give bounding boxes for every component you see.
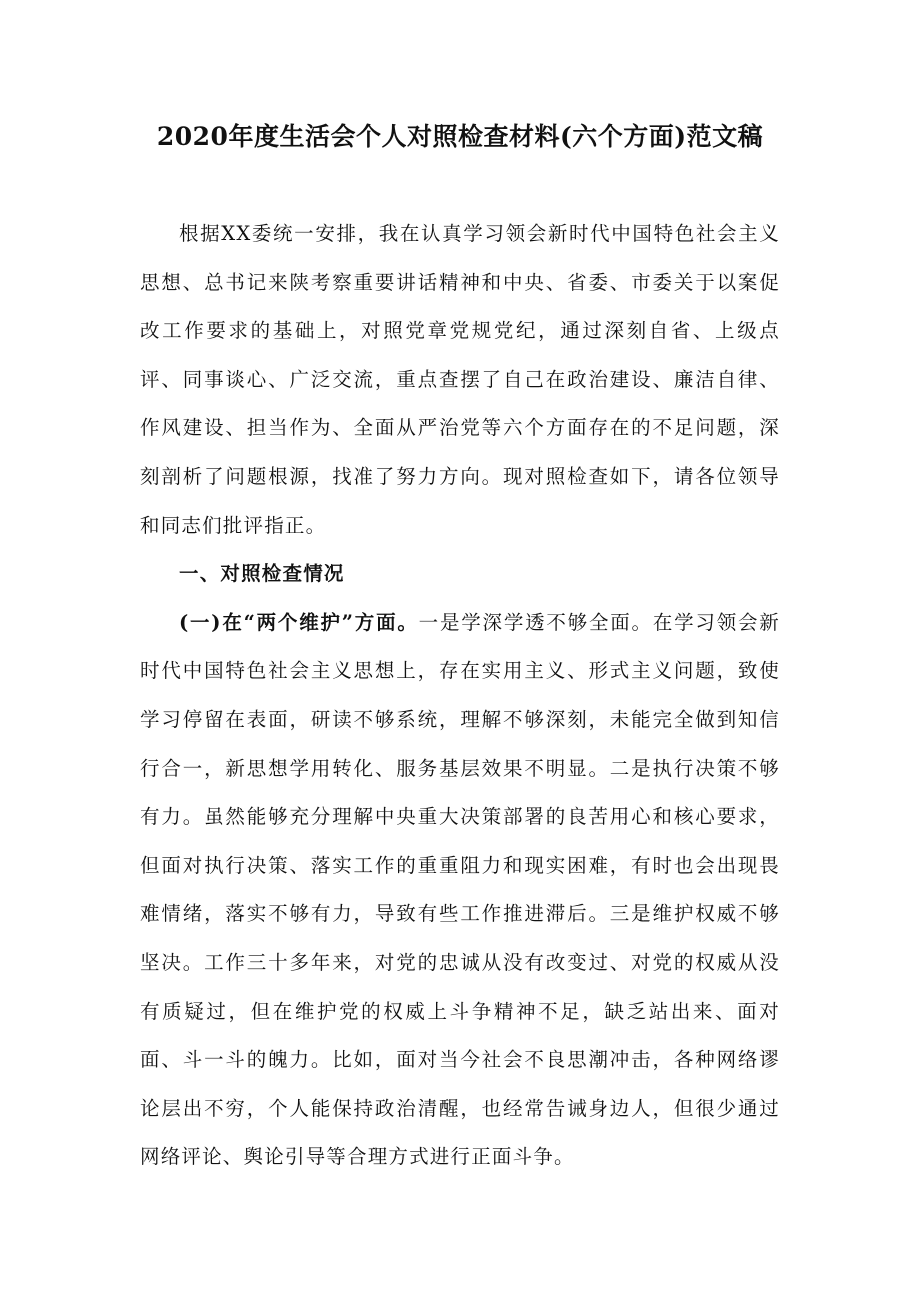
section-heading: 一、对照检查情况 <box>179 562 345 586</box>
subsection-heading: (一)在“两个维护”方面。 <box>179 610 419 634</box>
intro-paragraph: 根据XX委统一安排，我在认真学习领会新时代中国特色社会主义思想、总书记来陕考察重要讲话精神和中央、省委、市委关于以案促改工作要求的基础上，对照党章党规党纪，通过深刻自省、上级点评、同事谈心、广泛交流，重点查摆了自己在政治建设、廉洁自律、作风建设、担当作为、全面从严治党等六个方面存在的不足问题，深刻剖析了问题根源，找准了努力方向。现对照检查如下，请各位领导和同志们批评指正。 <box>140 222 780 537</box>
document-body <box>140 210 780 1182</box>
subsection-body: 一是学深学透不够全面。在学习领会新时代中国特色社会主义思想上，存在实用主义、形式主义问题，致使学习停留在表面，研读不够系统，理解不够深刻，未能完全做到知信行合一，新思想学用转化、服务基层效果不明显。二是执行决策不够有力。虽然能够充分理解中央重大决策部署的良苦用心和核心要求，但面对执行决策、落实工作的重重阻力和现实困难，有时也会出现畏难情绪，落实不够有力，导致有些工作推进滞后。三是维护权威不够坚决。工作三十多年来，对党的忠诚从没有改变过、对党的权威从没有质疑过，但在维护党的权威上斗争精神不足，缺乏站出来、面对面、斗一斗的魄力。比如，面对当今社会不良思潮冲击，各种网络谬论层出不穷，个人能保持政治清醒，也经常告诫身边人，但很少通过网络评论、舆论引导等合理方式进行正面斗争。 <box>140 610 780 1169</box>
subsection-paragraph <box>140 599 780 1182</box>
document-title: 2020年度生活会个人对照检查材料(六个方面)范文稿 <box>156 122 764 151</box>
